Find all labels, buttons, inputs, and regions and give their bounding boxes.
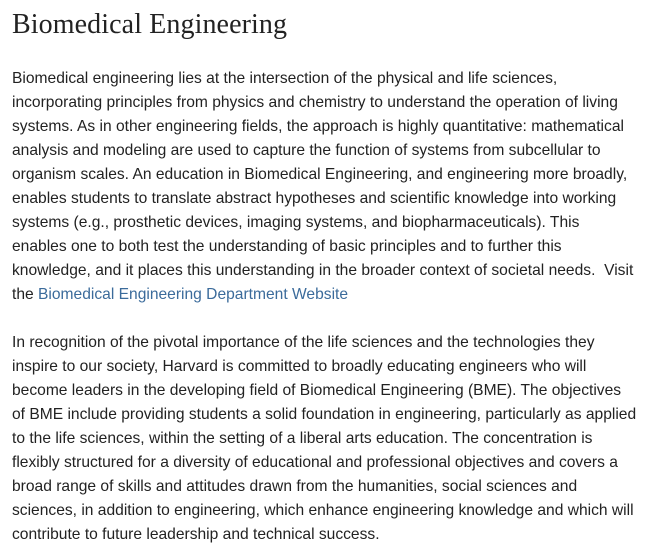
department-website-link[interactable]: Biomedical Engineering Department Website bbox=[38, 286, 349, 303]
intro-text: Biomedical engineering lies at the intersection of the physical and life sciences, incorporating principles from physics and chemistry to understand the operation of living systems. As in other engineering fields, the approach is highly quantitative: mathematical analysis and modeling are used to capture the function of systems from subcellular to organism scales. An education in Biomedical Engineering, and engineering more broadly, enables students to translate abstract hypotheses and scientific knowledge into working systems (e.g., prosthetic devices, imaging systems, and biopharmaceuticals). This enables one to both test the understanding of basic principles and to further this knowledge, and it places this understanding in the broader context of societal needs. bbox=[12, 70, 628, 279]
page-title: Biomedical Engineering bbox=[12, 9, 288, 40]
recognition-paragraph: In recognition of the pivotal importance of the life sciences and the technologies they inspire to our society, Harvard is committed to broadly educating engineers who will become leaders in the developing field of Biomedical Engineering (BME). The objectives of BME include providing students a solid foundation in engineering, particularly as applied to the life sciences, within the setting of a liberal arts education. The concentration is flexibly structured for a diversity of educational and professional objectives and covers a broad range of skills and attitudes drawn from the humanities, social sciences and sciences, in addition to engineering, which enhance engineering knowledge and which will contribute to future leadership and technical success. bbox=[12, 334, 637, 543]
visit-prefix: Visit the bbox=[12, 262, 634, 303]
intro-paragraph bbox=[12, 67, 638, 307]
page-content bbox=[12, 0, 638, 547]
